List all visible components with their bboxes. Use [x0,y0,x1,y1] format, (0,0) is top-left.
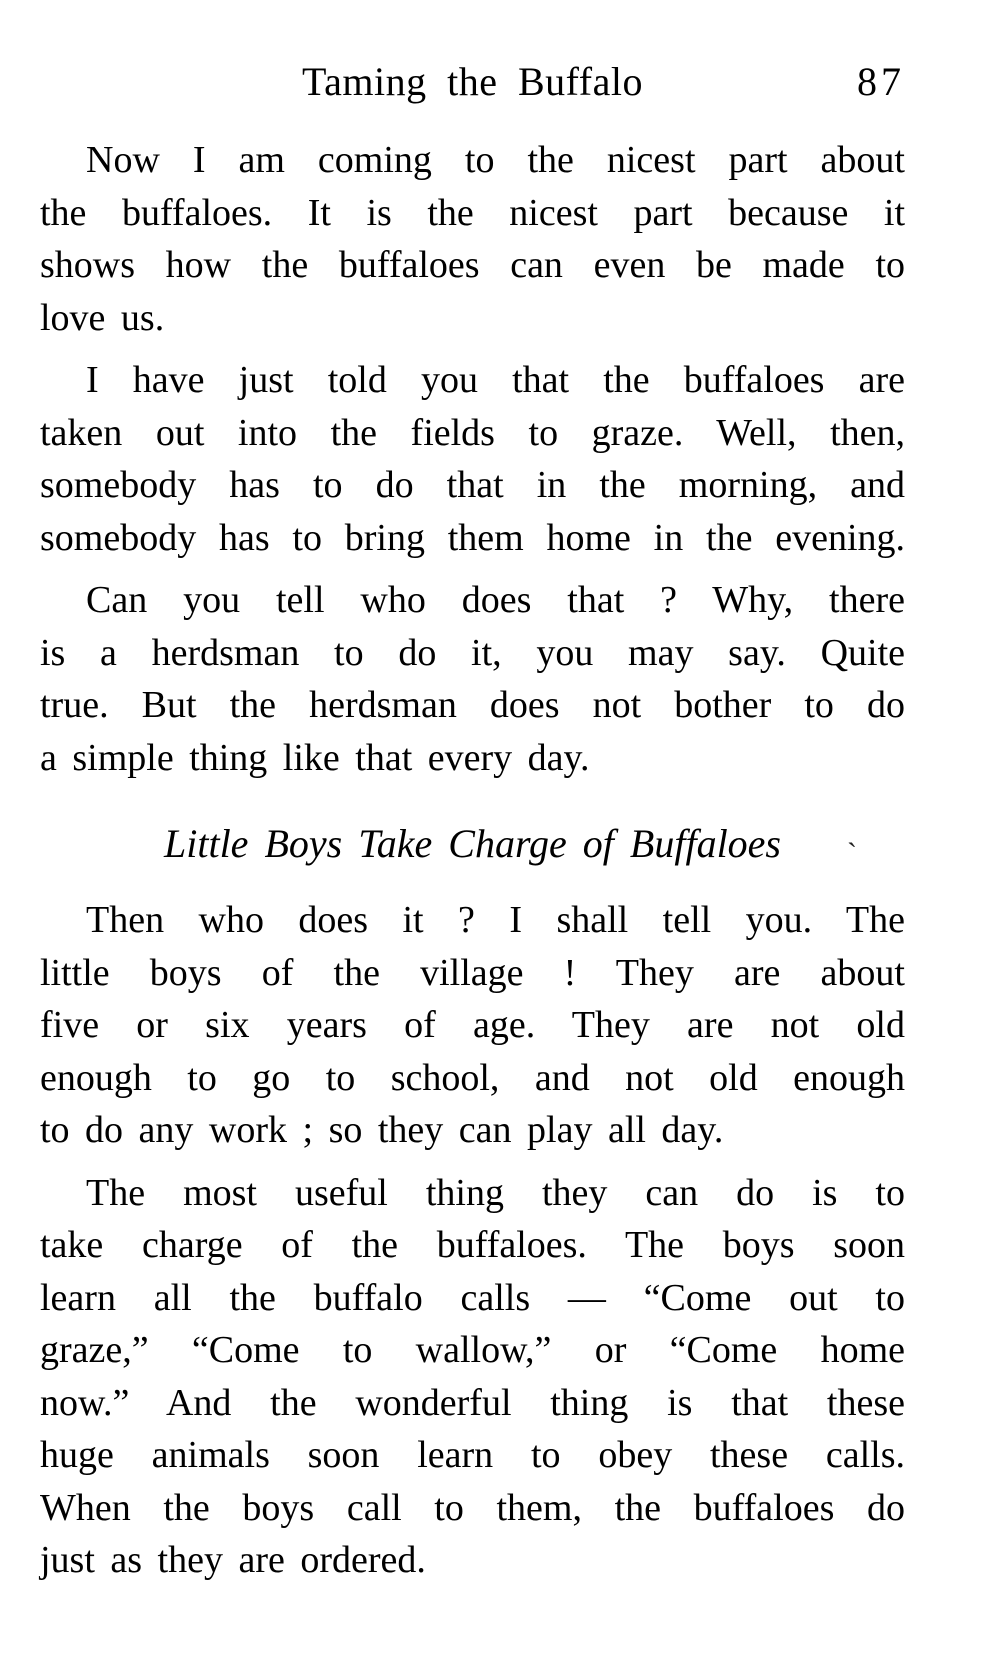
text-line: graze,” “Come to wallow,” or “Come home [40,1329,905,1371]
paragraph [40,894,905,1157]
text-line: learn all the buffalo calls — “Come out to [40,1276,905,1319]
text-line: now.” And the wonderful thing is that these [40,1381,905,1424]
page-content [40,134,905,1587]
text-line: little boys of the village ! They are about [40,951,905,994]
text-line: love us. [40,296,165,339]
text-line: I have just told you that the buffaloes are [86,359,905,401]
text-line: is a herdsman to do it, you may say. Quite [40,631,905,674]
text-line: huge animals soon learn to obey these calls. [40,1434,905,1476]
text-line: somebody has to do that in the morning, and [40,464,905,506]
paragraph [40,1167,905,1587]
text-line: The most useful thing they can do is to [86,1171,905,1214]
text-line: enough to go to school, and not old enough [40,1056,905,1099]
text-line: a simple thing like that every day. [40,736,590,779]
text-line: to do any work ; so they can play all day. [40,1109,724,1151]
text-line: somebody has to bring them home in the evening. [40,516,905,559]
text-line: Then who does it ? I shall tell you. The [86,899,905,941]
page-number: 87 [857,59,905,104]
text-line: Now I am coming to the nicest part about [86,139,905,181]
section-heading-text: Little Boys Take Charge of Buffaloes [163,821,781,866]
running-title: Taming the Buffalo [302,59,643,104]
scan-artifact-mark: ˋ [847,837,857,870]
text-line: true. But the herdsman does not bother to do [40,684,905,726]
paragraph [40,354,905,564]
text-line: five or six years of age. They are not old [40,1004,905,1046]
text-line: just as they are ordered. [40,1539,426,1581]
paragraph [40,574,905,784]
text-line: shows how the buffaloes can even be made to [40,244,905,286]
paragraph [40,134,905,344]
text-line: the buffaloes. It is the nicest part because it [40,191,905,234]
page-header [40,56,905,108]
text-line: take charge of the buffaloes. The boys soon [40,1224,905,1266]
section-heading [40,818,905,870]
text-line: Can you tell who does that ? Why, there [86,579,905,621]
text-line: taken out into the fields to graze. Well, then, [40,411,905,454]
text-line: When the boys call to them, the buffaloes do [40,1486,905,1529]
